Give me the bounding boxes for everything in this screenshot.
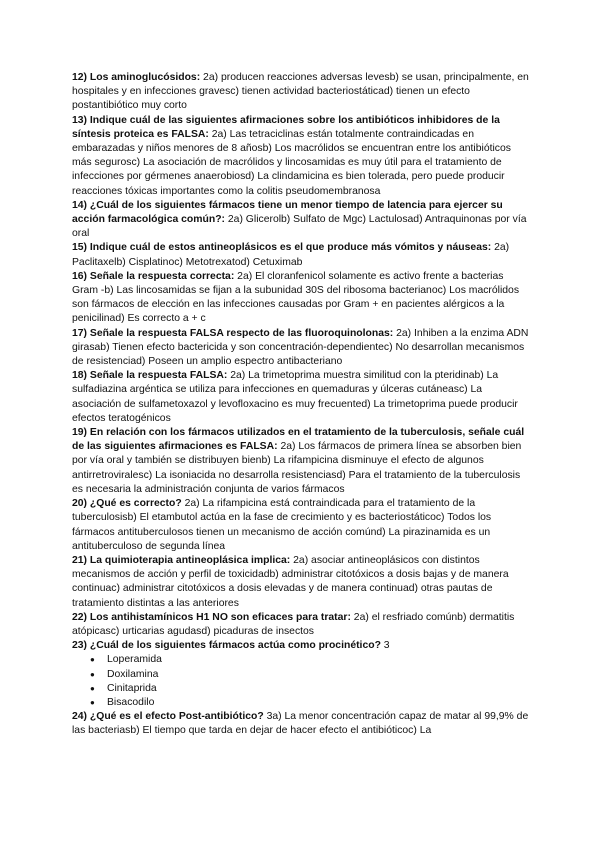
document-page — [72, 71, 529, 739]
question-13 — [72, 114, 529, 199]
question-12 — [72, 71, 529, 114]
question-answers: 2a) el resfriado comúnb) dermatitis atópicasc) urticarias agudasd) picaduras de insectos — [72, 611, 515, 637]
question-head: 21) La quimioterapia antineoplásica implica: — [72, 554, 291, 566]
question-15 — [72, 241, 529, 269]
question-18 — [72, 369, 529, 426]
question-head: 17) Señale la respuesta FALSA respecto de las fluoroquinolonas: — [72, 327, 394, 339]
question-head: 24) ¿Qué es el efecto Post-antibiótico? — [72, 711, 264, 723]
question-20 — [72, 497, 529, 554]
question-head: 22) Los antihistamínicos H1 NO son eficaces para tratar: — [72, 611, 351, 623]
question-answers: 2a) Los fármacos de primera línea se absorben bien por vía oral y también se distribuyen bienb) La rifampicina disminuye el efecto de algunos antirretroviralesc) La isoniacida no desarrolla resistenciasd) Para el tratamiento de la tuberculosis es necesaria la administración conjunta de varios fármacos — [72, 441, 522, 495]
question-head: 19) En relación con los fármacos utilizados en el tratamiento de la tuberculosis, señale cuál de las siguientes afirmaciones es FALSA: — [72, 427, 525, 453]
question-answers: 2a) Paclitaxelb) Cisplatinoc) Metotrexatod) Cetuximab — [72, 242, 510, 268]
question-head: 23) ¿Cuál de los siguientes fármacos actúa como procinético? — [72, 640, 381, 652]
question-answers: 2a) La trimetoprima muestra similitud con la pteridinab) La sulfadiazina argéntica se utiliza para infecciones en quemaduras y úlceras cutáneasc) La asociación de sulfametoxazol y levofloxacino es muy frecuented) La trimetoprima puede producir efectos teratogénicos — [72, 370, 518, 424]
question-22 — [72, 611, 529, 639]
question-answers: 2a) Inhiben a la enzima ADN girasab) Tienen efecto bactericida y son concentración-dependientec) No desarrollan mecanismos de resistenciad) Poseen un amplio espectro antibacteriano — [72, 327, 529, 368]
question-answers: 2a) Las tetraciclinas están totalmente contraindicadas en embarazadas y niños menores de 8 añosb) Los macrólidos se encuentran entre los antibióticos más segurosc) La asociación de macrólidos y lincosamidas es muy útil para el tratamiento de infecciones por gérmenes anaerobiosd) La clindamicina es bien tolerada, pero puede producir reacciones tóxicas importantes como la colitis pseudomembranosa — [72, 128, 511, 197]
option-item: ● Cinitaprida — [90, 682, 529, 696]
question-head: 12) Los aminoglucósidos: — [72, 72, 201, 83]
question-21 — [72, 554, 529, 611]
question-17 — [72, 327, 529, 370]
question-head: 14) ¿Cuál de los siguientes fármacos tiene un menor tiempo de latencia para ejercer su acción farmacológica común?: — [72, 199, 503, 226]
question-24 — [72, 710, 529, 738]
question-answers: 2a) producen reacciones adversas levesb) se usan, principalmente, en hospitales y en infecciones gravesc) tienen actividad bacteriostáticad) tienen un efecto postantibiótico muy corto — [72, 72, 529, 112]
question-14 — [72, 199, 529, 242]
question-answers: 3a) La menor concentración capaz de matar al 99,9% de las bacteriasb) El tiempo que tarda en dejar de hacer efecto el antibióticoc) La — [72, 711, 529, 737]
question-points: 3 — [380, 640, 390, 652]
question-head: 20) ¿Qué es correcto? — [72, 498, 182, 510]
option-item: ● Bisacodilo — [90, 696, 529, 710]
question-head: 15) Indique cuál de estos antineoplásicos es el que produce más vómitos y náuseas: — [72, 242, 492, 254]
question-23-options — [72, 653, 529, 710]
question-19 — [72, 426, 529, 497]
question-head: 16) Señale la respuesta correcta: — [72, 270, 235, 282]
question-answers: 2a) asociar antineoplásicos con distintos mecanismos de acción y perfil de toxicidadb) administrar citotóxicos a dosis bajas y de manera continuac) administrar citotóxicos a dosis elevadas y de manera continuad) otras pautas de tratamiento distintas a las anteriores — [72, 554, 509, 609]
question-answers: 2a) El cloranfenicol solamente es activo frente a bacterias Gram -b) Las lincosamidas se fijan a la subunidad 30S del ribosoma bacterianoc) Los macrólidos son fármacos de elección en las infecciones causadas por Gram + en pacientes alérgicos a la penicilinad) Es correcto a + c — [72, 270, 520, 325]
question-23 — [72, 639, 529, 653]
question-answers: 2a) Glicerolb) Sulfato de Mgc) Lactulosad) Antraquinonas por vía oral — [72, 214, 527, 240]
option-item: ● Doxilamina — [90, 668, 529, 682]
question-head: 18) Señale la respuesta FALSA: — [72, 370, 228, 382]
question-head: 13) Indique cuál de las siguientes afirmaciones sobre los antibióticos inhibidores de la síntesis proteica es FALSA: — [72, 114, 500, 140]
question-answers: 2a) La rifampicina está contraindicada para el tratamiento de la tuberculosisb) El etambutol actúa en la fase de crecimiento y es bacteriostáticoc) Todos los fármacos antituberculosos tienen un mecanismo de acción comúnd) La pirazinamida es un antituberculoso de segunda línea — [72, 498, 492, 552]
option-item: ● Loperamida — [90, 653, 529, 667]
question-16 — [72, 270, 529, 327]
